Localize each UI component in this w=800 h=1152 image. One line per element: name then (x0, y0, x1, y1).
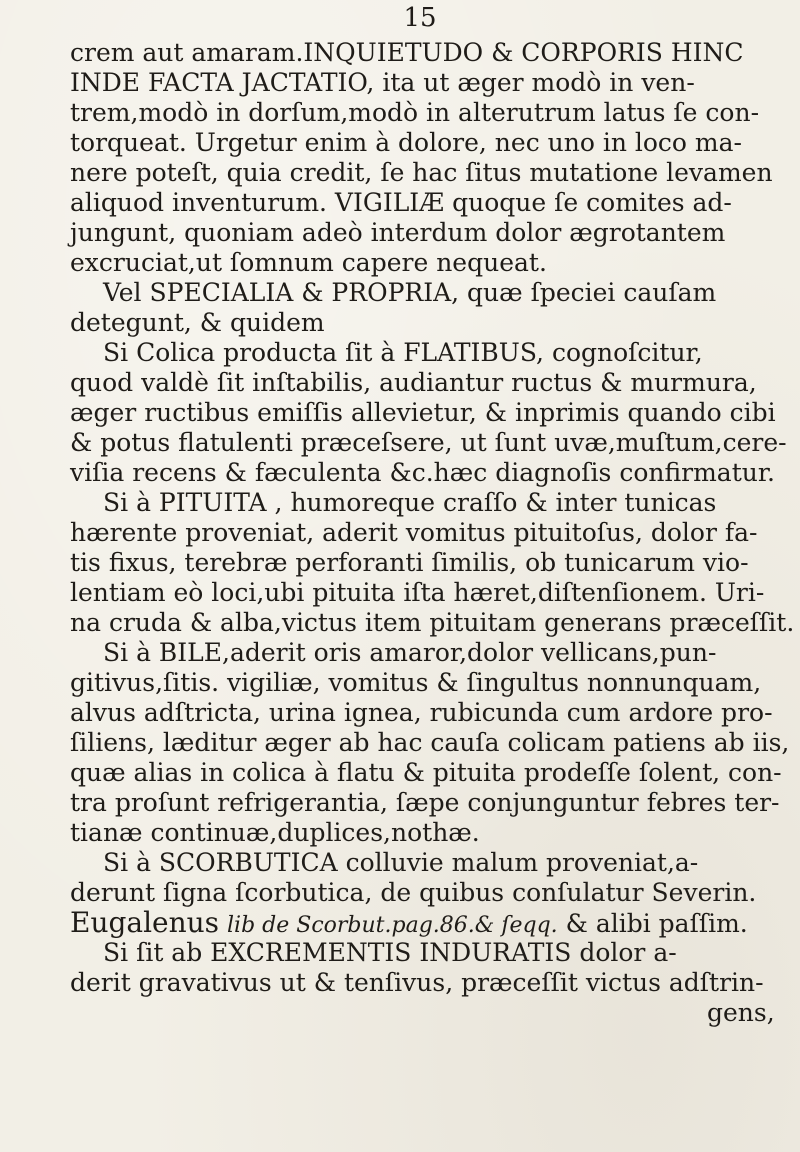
text-line: lentiam eò loci,ubi pituita iſta hæret,diſtenſionem. Uri- (70, 578, 765, 607)
text-line: aliquod inventurum. VIGILIÆ quoque ſe comites ad- (70, 188, 732, 217)
catchword: gens, (707, 998, 775, 1027)
text-line: gitivus,ſitis. vigiliæ, vomitus & ſingultus nonnunquam, (70, 668, 762, 697)
text-line: na cruda & alba,victus item pituitam generans præceſſit. (70, 608, 795, 637)
text-line: quæ alias in colica à flatu & pituita prodeſſe ſolent, con- (70, 758, 782, 787)
text-line: Si Colica producta ſit à FLATIBUS, cognoſcitur, (103, 338, 703, 367)
text-line: Vel SPECIALIA & PROPRIA, quæ ſpeciei cauſam (103, 278, 717, 307)
text-line: tis fixus, terebræ perforanti ſimilis, ob tunicarum vio- (70, 548, 749, 577)
text-line: hærente proveniat, aderit vomitus pituitoſus, dolor fa- (70, 518, 758, 547)
page-number: 15 (403, 3, 437, 33)
text-line: & potus flatulenti præceſsere, ut ſunt uvæ,muſtum,cere- (70, 428, 787, 457)
citation-reference: lib de Scorbut.pag.86.& ſeqq. (227, 913, 558, 938)
author-name: Eugalenus (70, 906, 220, 939)
text-line: Si à BILE,aderit oris amaror,dolor vellicans,pun- (103, 638, 717, 667)
text-line: alvus adſtricta, urina ignea, rubicunda cum ardore pro- (70, 698, 773, 727)
citation-tail: & alibi paſſim. (565, 909, 748, 938)
text-line: quod valdè ſit inſtabilis, audiantur ructus & murmura, (70, 368, 757, 397)
text-line: crem aut amaram.INQUIETUDO & CORPORIS HINC (70, 38, 744, 67)
text-line: derit gravativus ut & tenſivus, præceſſit victus adſtrin- (70, 968, 764, 997)
text-line: trem,modò in dorſum,modò in alterutrum latus ſe con- (70, 98, 760, 127)
text-line: Si à PITUITA , humoreque craſſo & inter tunicas (103, 488, 717, 517)
text-line: torqueat. Urgetur enim à dolore, nec uno in loco ma- (70, 128, 742, 157)
text-line: Si ſit ab EXCREMENTIS INDURATIS dolor a- (103, 938, 677, 967)
text-line: detegunt, & quidem (70, 308, 325, 337)
text-line: nere poteſt, quia credit, ſe hac ſitus mutatione levamen (70, 158, 773, 187)
text-line: derunt ſigna ſcorbutica, de quibus conſulatur Severin. (70, 878, 757, 907)
text-line: ſiliens, læditur æger ab hac cauſa colicam patiens ab iis, (70, 728, 790, 757)
text-line: tra proſunt refrigerantia, ſæpe conjunguntur febres ter- (70, 788, 780, 817)
text-line: excruciat,ut ſomnum capere nequeat. (70, 248, 547, 277)
text-line: jungunt, quoniam adeò interdum dolor ægrotantem (70, 218, 726, 247)
text-line: Si à SCORBUTICA colluvie malum proveniat,a- (103, 848, 699, 877)
text-line: æger ructibus emiſſis allevietur, & inprimis quando cibi (70, 398, 776, 427)
text-line: viſia recens & fæculenta &c.hæc diagnoſis confirmatur. (70, 458, 776, 487)
text-line: INDE FACTA JACTATIO, ita ut æger modò in ven- (70, 68, 695, 97)
text-line: tianæ continuæ,duplices,nothæ. (70, 818, 480, 847)
